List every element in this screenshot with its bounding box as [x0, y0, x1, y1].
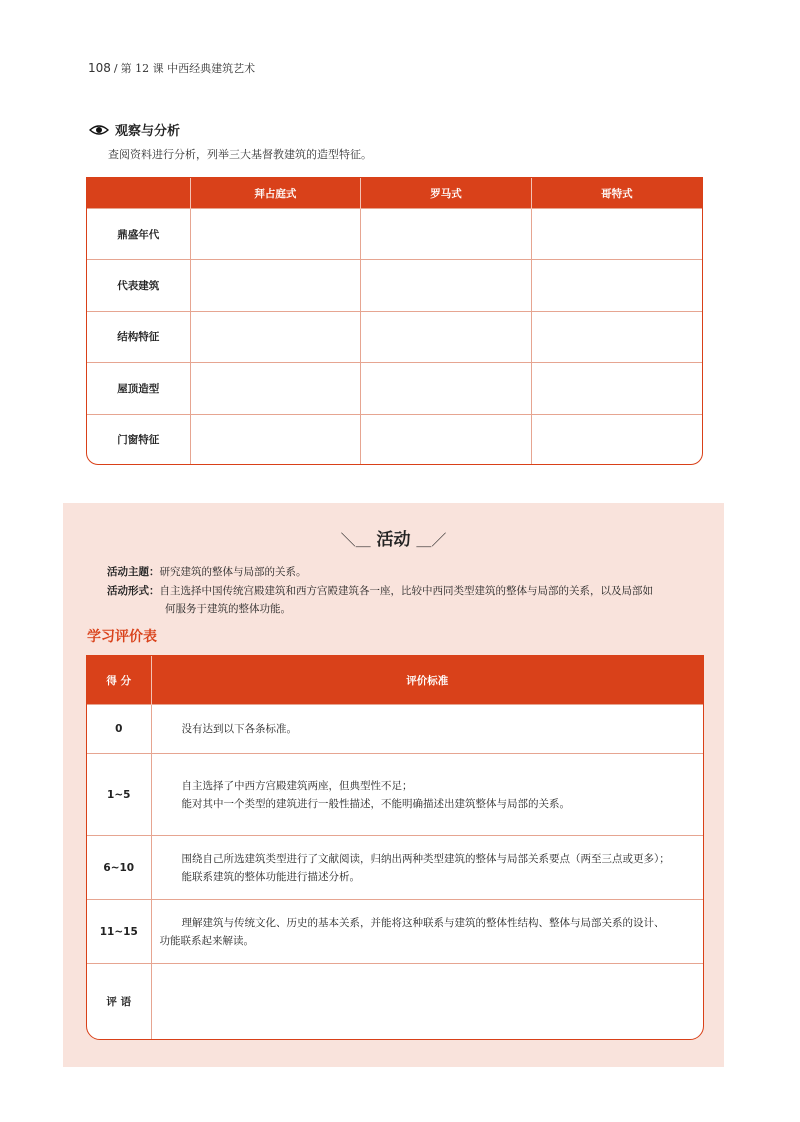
form-text: 自主选择中国传统宫殿建筑和西方宫殿建筑各一座，比较中西同类型建筑的整体与局部的关系，以及局部如 — [159, 585, 653, 597]
table-row — [87, 964, 703, 1040]
eye-icon — [89, 124, 109, 136]
table-cell — [190, 363, 361, 414]
table-cell — [361, 311, 532, 362]
theme-label: 活动主题： — [107, 566, 160, 578]
column-header: 罗马式 — [361, 178, 532, 209]
evaluation-title: 学习评价表 — [87, 629, 157, 645]
row-label: 代表建筑 — [87, 260, 190, 311]
row-label: 结构特征 — [87, 311, 190, 362]
table-cell — [361, 414, 532, 464]
criteria-line: 围绕自己所选建筑类型进行了文献阅读，归纳出两种类型建筑的整体与局部关系要点（两至三点或更多）； — [181, 852, 670, 865]
table-cell — [361, 209, 532, 260]
table-row — [87, 836, 703, 900]
criteria-header: 评价标准 — [151, 656, 703, 705]
activity-form — [107, 582, 653, 600]
comment-label: 评 语 — [87, 964, 151, 1040]
activity-form-cont: 何服务于建筑的整体功能。 — [165, 603, 291, 615]
table-row — [87, 900, 703, 964]
observe-heading — [89, 120, 180, 139]
criteria-line: 功能联系起来解读。 — [159, 934, 254, 947]
table-row — [87, 311, 702, 362]
score-header: 得 分 — [87, 656, 151, 705]
header-separator: / — [113, 62, 118, 75]
criteria-line: 能对其中一个类型的建筑进行一般性描述，不能明确描述出建筑整体与局部的关系。 — [181, 797, 570, 810]
theme-text: 研究建筑的整体与局部的关系。 — [159, 566, 307, 578]
score-cell: 11~15 — [87, 900, 151, 964]
table-header-row — [87, 178, 702, 209]
table-cell — [531, 260, 702, 311]
criteria-cell — [151, 836, 703, 900]
activity-panel — [63, 503, 724, 1067]
page-header — [88, 60, 255, 76]
table-row — [87, 260, 702, 311]
table-header-row — [87, 656, 703, 705]
table-cell — [531, 363, 702, 414]
table-cell — [531, 414, 702, 464]
table-row — [87, 363, 702, 414]
score-cell: 6~10 — [87, 836, 151, 900]
table-cell — [361, 363, 532, 414]
column-header — [87, 178, 190, 209]
row-label: 鼎盛年代 — [87, 209, 190, 260]
row-label: 屋顶造型 — [87, 363, 190, 414]
table-row — [87, 754, 703, 836]
form-label: 活动形式： — [107, 585, 160, 597]
criteria-cell — [151, 900, 703, 964]
table-cell — [531, 209, 702, 260]
table-row — [87, 414, 702, 464]
lesson-title: 第 12 课 中西经典建筑艺术 — [120, 62, 256, 75]
score-cell: 1~5 — [87, 754, 151, 836]
left-decoration-icon: ＼＿ — [340, 531, 371, 549]
right-decoration-icon: ＿／ — [416, 531, 447, 549]
criteria-line: 没有达到以下各条标准。 — [181, 723, 297, 735]
table-cell — [190, 209, 361, 260]
architecture-comparison-table — [86, 177, 703, 465]
column-header: 拜占庭式 — [190, 178, 361, 209]
observe-description: 查阅资料进行分析，列举三大基督教建筑的造型特征。 — [108, 148, 372, 161]
criteria-cell — [151, 705, 703, 754]
criteria-line: 理解建筑与传统文化、历史的基本关系，并能将这种联系与建筑的整体性结构、整体与局部关系的设计、 — [181, 916, 665, 929]
criteria-line: 自主选择了中西方宫殿建筑两座，但典型性不足； — [181, 779, 413, 792]
evaluation-table — [86, 655, 704, 1040]
table-cell — [361, 260, 532, 311]
comment-cell — [151, 964, 703, 1040]
table-cell — [531, 311, 702, 362]
table-cell — [190, 260, 361, 311]
activity-title-text: 活动 — [376, 530, 411, 550]
activity-theme — [107, 563, 307, 581]
table-row — [87, 705, 703, 754]
score-cell: 0 — [87, 705, 151, 754]
table-cell — [190, 311, 361, 362]
column-header: 哥特式 — [531, 178, 702, 209]
page-number: 108 — [88, 61, 111, 75]
row-label: 门窗特征 — [87, 414, 190, 464]
observe-title: 观察与分析 — [115, 124, 181, 139]
table-row — [87, 209, 702, 260]
activity-title — [63, 525, 724, 550]
criteria-line: 能联系建筑的整体功能进行描述分析。 — [181, 870, 360, 883]
table-cell — [190, 414, 361, 464]
criteria-cell — [151, 754, 703, 836]
